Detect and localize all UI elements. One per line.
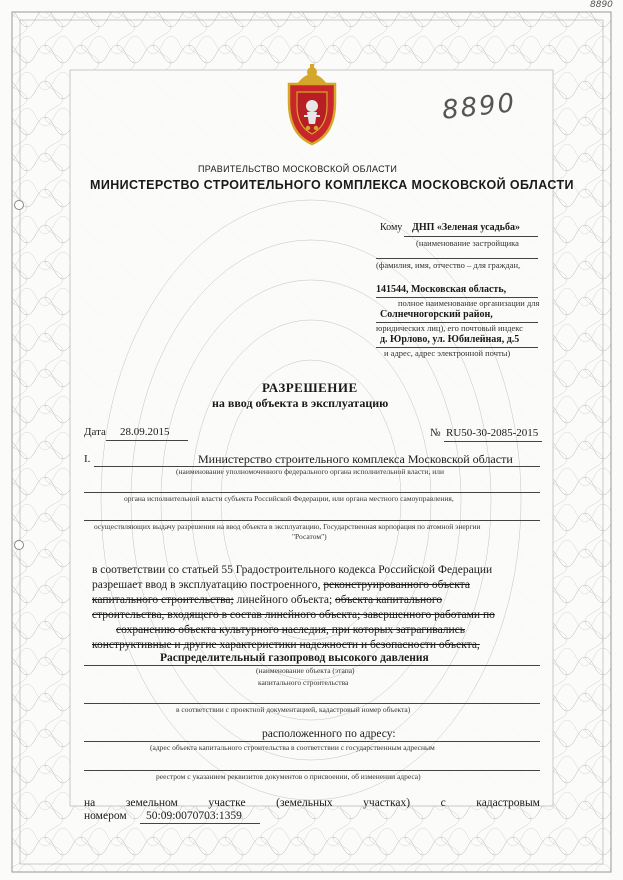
land-word: кадастровым [476, 797, 540, 809]
government-title: ПРАВИТЕЛЬСТВО МОСКОВСКОЙ ОБЛАСТИ [198, 164, 398, 174]
fio-caption: (фамилия, имя, отчество – для граждан, [376, 260, 521, 270]
address-caption-2: реестром с указанием реквизитов документов о присвоении, об изменении адреса) [156, 772, 421, 781]
address-line-2: Солнечногорский район, [380, 309, 493, 320]
document-subtitle: на ввод объекта в эксплуатацию [212, 396, 389, 410]
body-line-2 [92, 579, 470, 591]
address-line-3: д. Юрлово, ул. Юбилейная, д.5 [380, 334, 520, 345]
land-word: земельном [125, 797, 178, 809]
corner-handwritten-number: 8890 [590, 0, 613, 10]
coat-of-arms-emblem [283, 62, 341, 146]
authority-name: Министерство строительного комплекса Московской области [198, 452, 513, 466]
recipient-label: Кому [380, 222, 403, 233]
legal-caption: юридических лиц), его почтовый индекс [376, 323, 523, 333]
body-line-5: сохранению объекта культурного наследия, при которых затрагивались [116, 624, 466, 636]
permit-number: RU50-30-2085-2015 [446, 427, 539, 439]
date-label: Дата [84, 426, 106, 438]
address-line-1: 141544, Московская область, [376, 284, 507, 295]
authority-caption-1: (наименование уполномоченного федерального органа исполнительной власти, или [176, 467, 444, 476]
land-word: с [440, 797, 446, 809]
section-roman: I. [84, 453, 91, 465]
land-word: (земельных [276, 797, 333, 809]
object-caption-1: (наименование объекта (этапа) [256, 666, 355, 675]
body-line-2b: реконструированного объекта [323, 579, 470, 591]
object-name: Распределительный газопровод высокого давления [160, 652, 429, 664]
authority-caption-2: органа исполнительной власти субъекта Российской Федерации, или органа местного самоуправления, [124, 494, 454, 503]
org-caption: полное наименование организации для [398, 298, 540, 308]
document-title: РАЗРЕШЕНИЕ [262, 380, 358, 395]
handwritten-number: 8890 [440, 88, 518, 126]
binder-hole-bottom [14, 540, 24, 550]
body-line-1: в соответствии со статьей 55 Градостроительного кодекса Российской Федерации [92, 564, 493, 576]
cadastral-number: 50:09:0070703:1359 [146, 810, 242, 822]
binder-hole-top [14, 200, 24, 210]
ministry-title: МИНИСТЕРСТВО СТРОИТЕЛЬНОГО КОМПЛЕКСА МОСКОВСКОЙ ОБЛАСТИ [90, 178, 574, 192]
land-word: на [84, 797, 96, 809]
body-line-6: конструктивные и другие характеристики надежности и безопасности объекта, [92, 639, 480, 651]
number-label: № [430, 427, 441, 439]
object-caption-2: капитального строительства [258, 678, 349, 687]
body-line-2a: разрешает ввод в эксплуатацию построенного, [92, 579, 324, 591]
developer-caption: (наименование застройщика [416, 238, 519, 248]
body-line-3a: капитального строительства; [92, 594, 234, 606]
authority-caption-3: осуществляющих выдачу разрешения на ввод объекта в эксплуатацию, Государственная корпорация по атомной энергии [94, 522, 481, 531]
object-caption-3: в соответствии с проектной документацией, кадастровый номер объекта) [176, 705, 411, 714]
body-line-3b: линейного объекта; [233, 594, 336, 606]
body-line-4: строительства, входящего в состав линейного объекта; завершенного работами по [92, 609, 495, 621]
address-caption-1: (адрес объекта капитального строительства в соответствии с государственным адресным [150, 743, 435, 752]
body-line-3c: объекта капитального [335, 594, 443, 606]
land-word: участке [208, 797, 246, 809]
developer-name: ДНП «Зеленая усадьба» [412, 222, 520, 233]
land-word: участках) [363, 797, 411, 809]
email-caption: и адрес, адрес электронной почты) [384, 348, 511, 358]
cadastral-label: номером [84, 810, 127, 822]
authority-caption-4: "Росатом") [292, 532, 327, 541]
located-label: расположенного по адресу: [262, 728, 396, 740]
land-plot-line [84, 797, 540, 809]
date-value: 28.09.2015 [120, 426, 170, 438]
body-line-3 [92, 594, 442, 606]
